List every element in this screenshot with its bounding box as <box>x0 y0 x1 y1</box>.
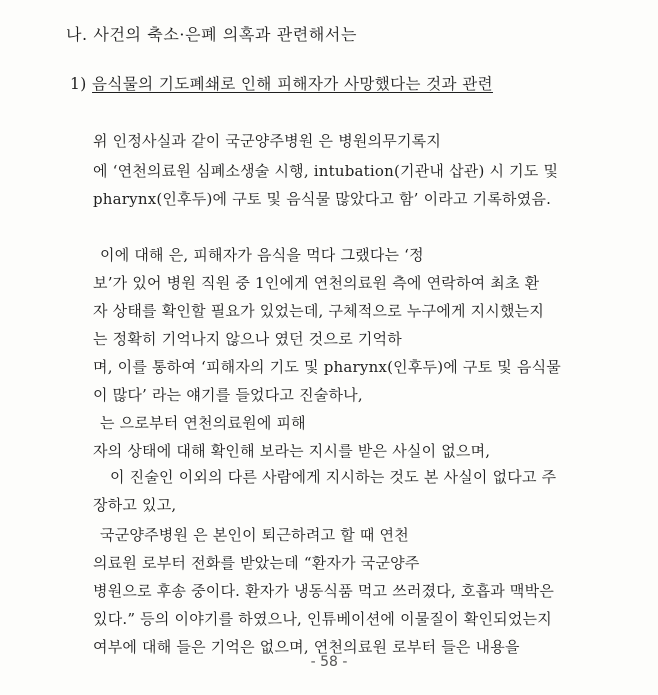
body-line-8: 며, 이를 통하여 ‘피해자의 기도 및 pharynx(인후두)에 구토 및 음식물 <box>93 358 561 376</box>
body-line-5: 보’가 있어 병원 직원 중 1인에게 연천의료원 측에 연락하여 최초 환 <box>93 274 540 292</box>
body-line-15: 의료원 로부터 전화를 받았는데 “환자가 국군양주 <box>93 554 420 572</box>
body-line-17: 있다.” 등의 이야기를 하였으나, 인튜베이션에 이물질이 확인되었는지 <box>93 610 552 628</box>
body-line-12: 이 진술인 이외의 다른 사람에게 지시하는 것도 본 사실이 없다고 주 <box>110 468 557 486</box>
body-line-6: 자 상태를 확인할 필요가 있었는데, 구체적으로 누구에게 지시했는지 <box>93 302 545 320</box>
page-number: - 58 - <box>310 654 348 670</box>
body-line-16: 병원으로 후송 중이다. 환자가 냉동식품 먹고 쓰러졌다, 호흡과 맥박은 <box>93 582 555 600</box>
subsection-number: 1) <box>70 75 87 93</box>
body-line-9: 이 많다’ 라는 얘기를 들었다고 진술하나, <box>93 386 363 404</box>
body-line-3: pharynx(인후두)에 구토 및 음식물 많았다고 함’ 이라고 기록하였음. <box>93 190 552 208</box>
subsection-heading <box>70 72 493 94</box>
subsection-title: 음식물의 기도폐쇄로 인해 피해자가 사망했다는 것과 관련 <box>92 75 493 93</box>
body-line-11: 자의 상태에 대해 확인해 보라는 지시를 받은 사실이 없으며, <box>93 442 491 460</box>
body-line-4: 이에 대해 은, 피해자가 음식을 먹다 그랬다는 ‘정 <box>100 246 424 264</box>
body-line-7: 는 정확히 기억나지 않으나 였던 것으로 기억하 <box>93 330 402 348</box>
body-line-10: 는 으로부터 연천의료원에 피해 <box>100 414 306 432</box>
body-line-13: 장하고 있고, <box>93 496 177 514</box>
section-heading: 나. 사건의 축소·은폐 의혹과 관련해서는 <box>66 25 358 44</box>
body-line-18: 여부에 대해 들은 기억은 없으며, 연천의료원 로부터 들은 내용을 <box>93 638 520 656</box>
body-line-2: 에 ‘연천의료원 심폐소생술 시행, intubation(기관내 삽관) 시 기도 및 <box>93 162 559 180</box>
body-line-1: 위 인정사실과 같이 국군양주병원 은 병원의무기록지 <box>93 132 442 150</box>
body-line-14: 국군양주병원 은 본인이 퇴근하려고 할 때 연천 <box>100 526 409 544</box>
